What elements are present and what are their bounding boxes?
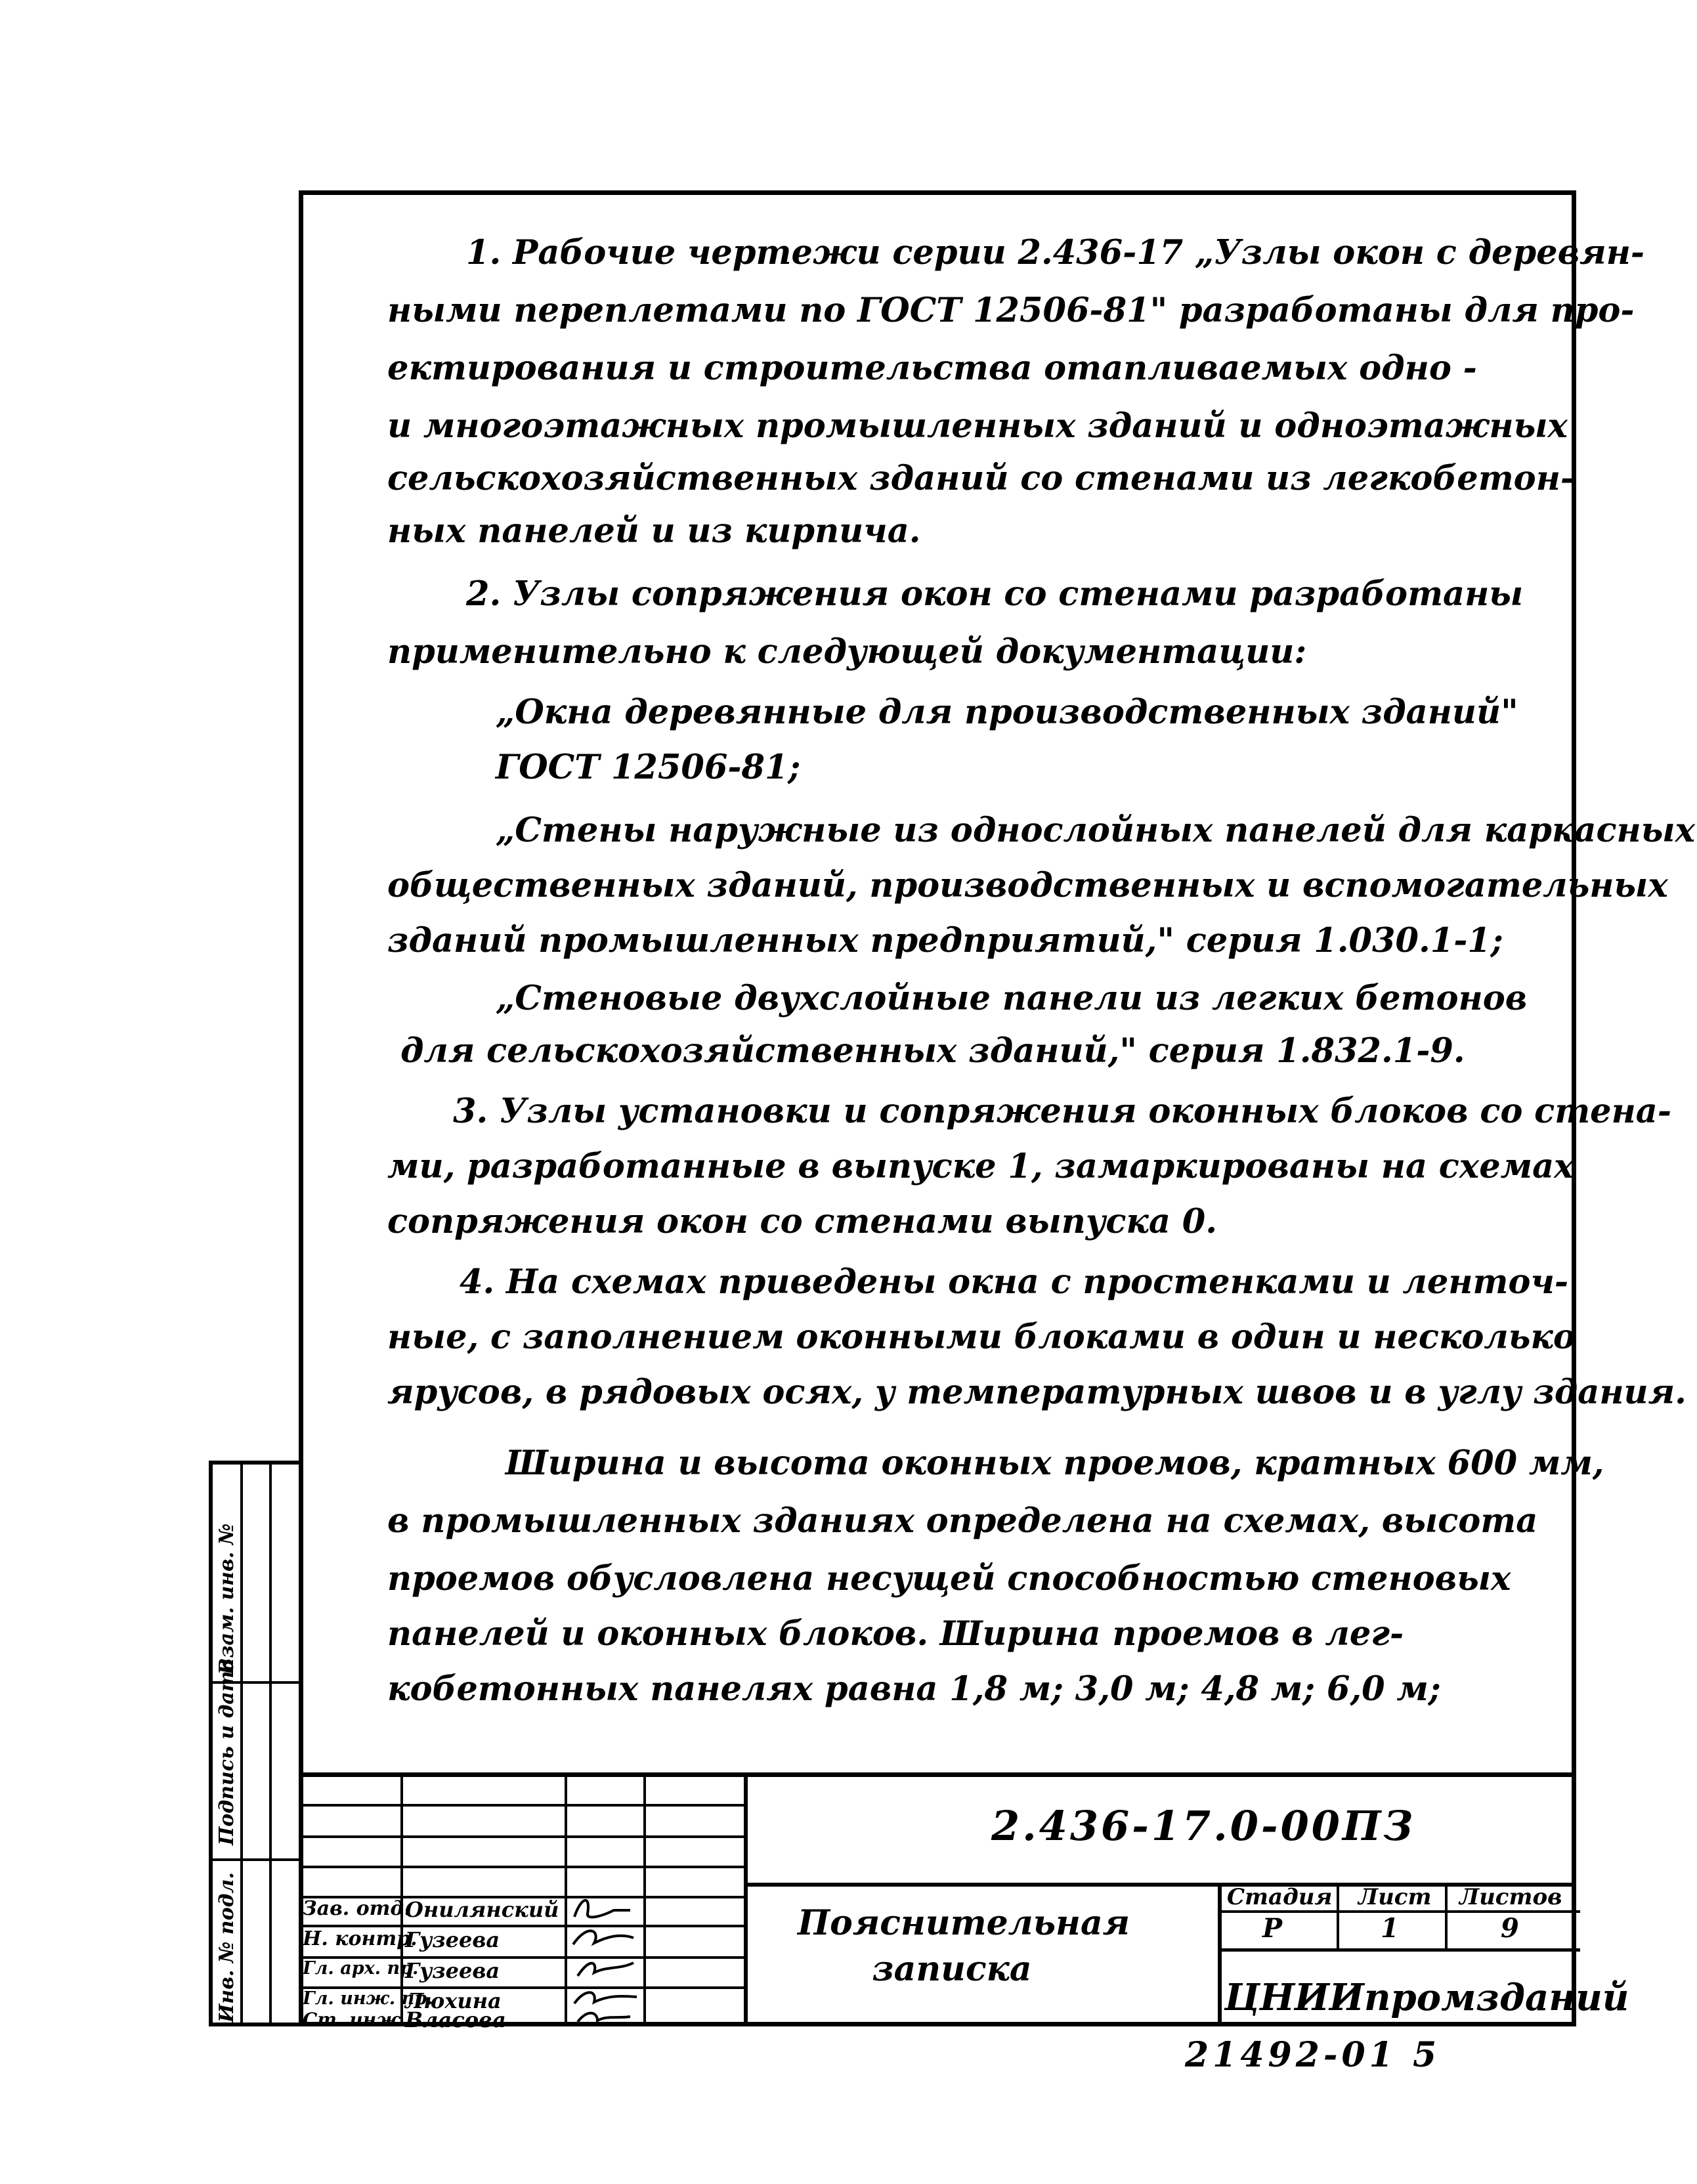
vzam-inv-label: Взам. инв. № — [215, 1523, 238, 1675]
signature-name: Гузеева — [405, 1958, 500, 1983]
row-divider — [299, 1835, 748, 1838]
organization-name: ЦНИИпромзданий — [1224, 1976, 1629, 2019]
stage-value: Р — [1262, 1913, 1283, 1944]
handwritten-signatures — [568, 1891, 643, 2026]
signature-name: Люхина — [405, 1988, 502, 2013]
text-line: для сельскохозяйственных зданий," серия 1.832.1-9. — [400, 1031, 1465, 1071]
text-line: ярусов, в рядовых осях, у температурных швов и в углу здания. — [387, 1373, 1686, 1412]
signature-role: Ст. инж. — [303, 2009, 407, 2030]
text-line: проемов обусловлена несущей способностью стеновых — [387, 1559, 1511, 1598]
document-code: 2.436-17.0-00ПЗ — [991, 1802, 1416, 1850]
text-line: 3. Узлы установки и сопряжения оконных блоков со стена- — [453, 1092, 1671, 1131]
side-stamp — [209, 1461, 299, 2026]
sheet-value: 1 — [1381, 1913, 1399, 1944]
text-line: кобетонных панелях равна 1,8 м; 3,0 м; 4,8 м; 6,0 м; — [387, 1669, 1441, 1709]
signature-name: Онилянский — [405, 1897, 559, 1922]
text-line: и многоэтажных промышленных зданий и одноэтажных — [387, 406, 1568, 446]
signature-table — [299, 1772, 748, 2032]
text-line: „Окна деревянные для производственных зданий" — [496, 693, 1518, 732]
document-title-line1: Пояснительная — [798, 1903, 1130, 1943]
text-line: ные, с заполнением оконными блоками в один и несколько — [387, 1317, 1576, 1357]
text-line: ми, разработанные в выпуске 1, замаркированы на схемах — [387, 1147, 1574, 1186]
text-line: сельскохозяйственных зданий со стенами из легкобетон- — [387, 459, 1575, 498]
row-divider — [299, 1866, 748, 1868]
column-divider — [240, 1465, 243, 2023]
row-divider — [213, 1858, 299, 1861]
text-line: панелей и оконных блоков. Ширина проемов в лег- — [387, 1614, 1404, 1654]
row-divider — [299, 1804, 748, 1807]
stage-header: Стадия — [1227, 1884, 1333, 1910]
signature-role: Гл. инж. пр. — [303, 1988, 433, 2009]
inv-podl-label: Инв. № подл. — [215, 1872, 238, 2023]
text-line: 2. Узлы сопряжения окон со стенами разработаны — [466, 574, 1524, 614]
sheet-header: Лист — [1358, 1884, 1432, 1910]
podpis-data-label: Подпись и дата — [215, 1658, 238, 1845]
column-divider — [269, 1465, 272, 2023]
text-line: 4. На схемах приведены окна с простенками и ленточ- — [460, 1262, 1569, 1302]
text-line: применительно к следующей документации: — [387, 632, 1307, 672]
text-line: ных панелей и из кирпича. — [387, 511, 921, 551]
text-line: в промышленных зданиях определена на схемах, высота — [387, 1501, 1538, 1541]
archive-number: 21492-01 5 — [1185, 2035, 1441, 2075]
text-line: „Стены наружные из однослойных панелей для каркасных — [496, 811, 1696, 850]
text-line: сопряжения окон со стенами выпуска 0. — [387, 1202, 1217, 1241]
signature-name: Гузеева — [405, 1927, 500, 1952]
text-line: зданий промышленных предприятий," серия 1.030.1-1; — [387, 921, 1503, 960]
signature-role: Зав. отд. — [303, 1897, 411, 1920]
sheets-value: 9 — [1501, 1913, 1519, 1944]
sheets-header: Листов — [1459, 1884, 1562, 1910]
text-line: ГОСТ 12506-81; — [496, 748, 801, 787]
text-line: „Стеновые двухслойные панели из легких бетонов — [496, 979, 1528, 1018]
row-divider — [1222, 1948, 1580, 1952]
document-title-line2: записка — [872, 1949, 1032, 1989]
text-line: Ширина и высота оконных проемов, кратных 600 мм, — [505, 1444, 1604, 1483]
text-line: 1. Рабочие чертежи серии 2.436-17 „Узлы окон с деревян- — [466, 233, 1645, 272]
signature-role: Н. контр. — [303, 1927, 418, 1950]
signature-name: Власова — [405, 2007, 506, 2032]
text-line: ектирования и строительства отапливаемых одно - — [387, 349, 1477, 388]
column-divider — [1337, 1883, 1339, 1948]
signature-role: Гл. арх. пр. — [303, 1958, 419, 1979]
column-divider — [1445, 1883, 1448, 1948]
text-line: ными переплетами по ГОСТ 12506-81" разработаны для про- — [387, 291, 1635, 330]
document-title — [798, 1900, 1130, 1992]
text-line: общественных зданий, производственных и вспомогательных — [387, 866, 1668, 905]
